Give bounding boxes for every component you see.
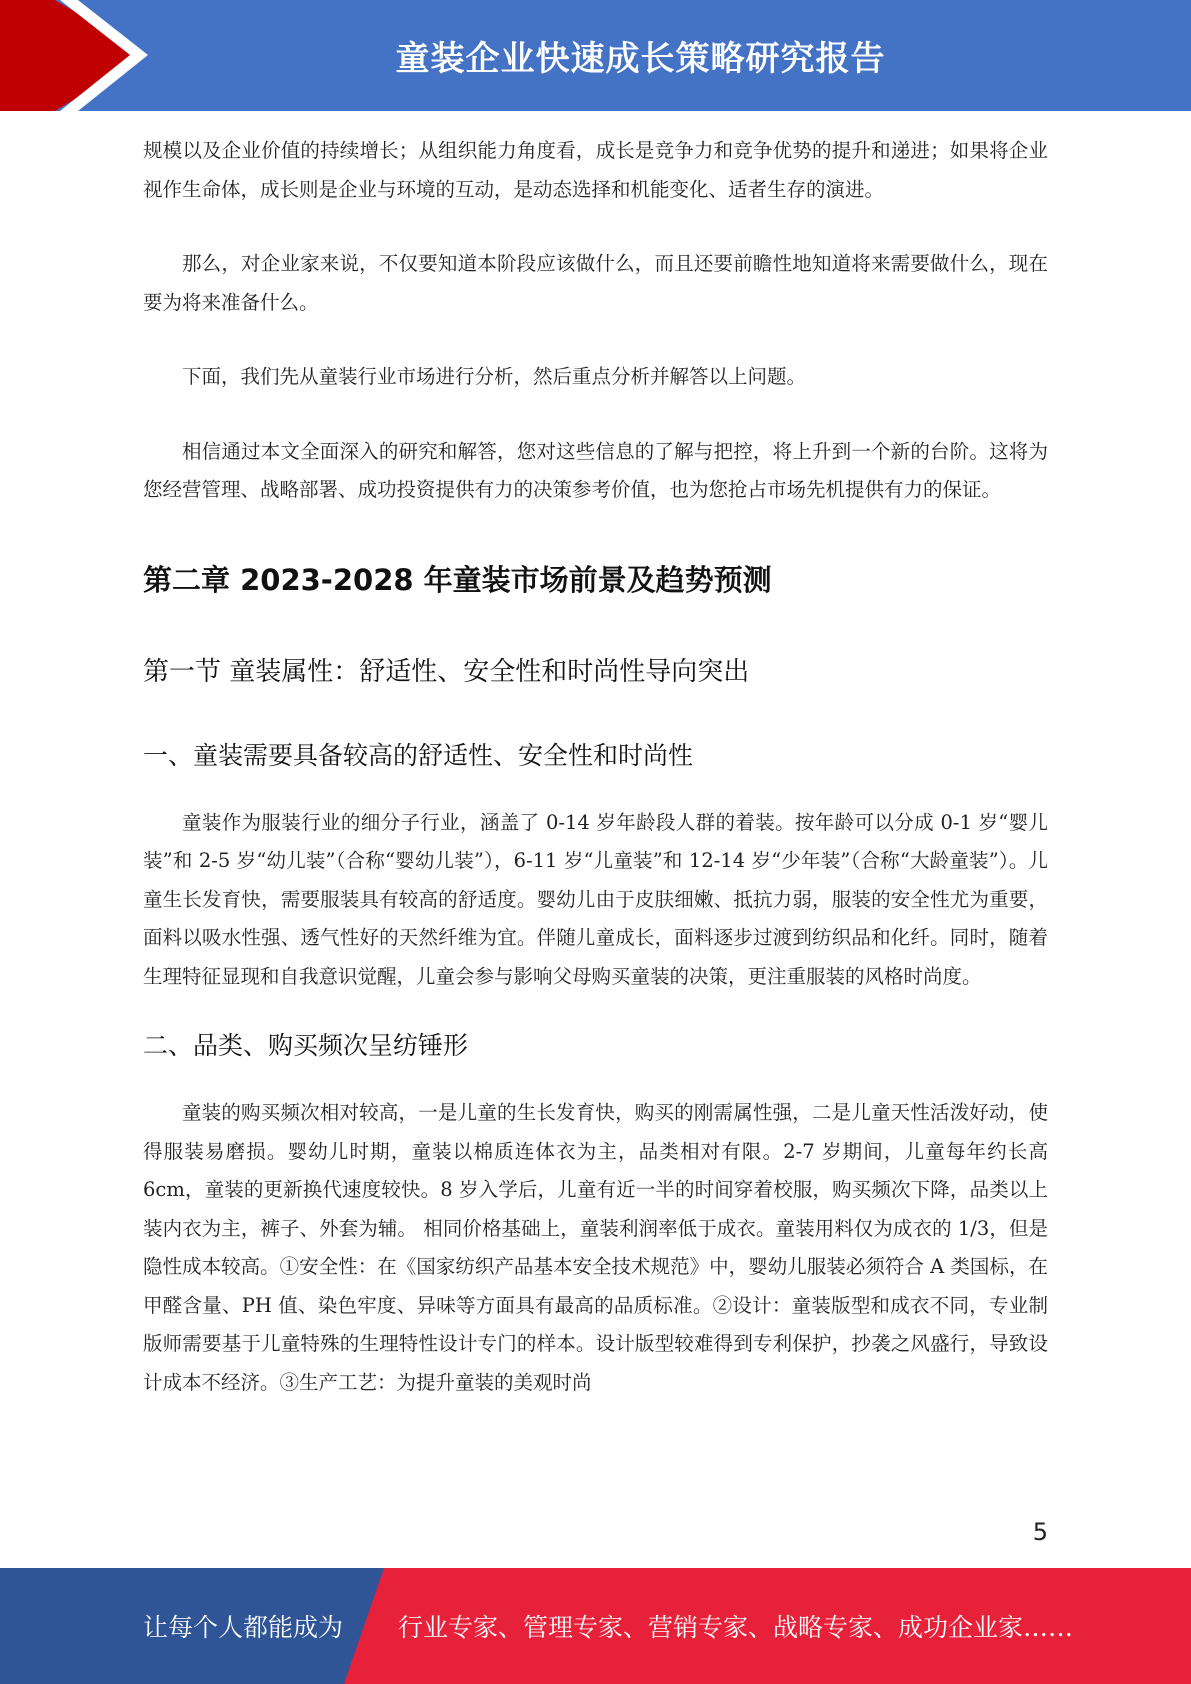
subsection-heading-1: 一、童装需要具备较高的舒适性、安全性和时尚性	[143, 740, 694, 770]
subsection-heading-2: 二、品类、购买频次呈纺锤形	[143, 1031, 469, 1060]
intro-paragraph-2: 那么，对企业家来说，不仅要知道本阶段应该做什么，而且还要前瞻性地知道将来需要做什么，现在要为将来准备什么。	[143, 252, 1048, 314]
page-footer	[0, 1568, 1191, 1684]
subsection-paragraph-1: 童装作为服装行业的细分子行业，涵盖了 0-14 岁年龄段人群的着装。按年龄可以分成 0-1 岁“婴儿装”和 2-5 岁“幼儿装”（合称“婴幼儿装”），6-11 岁“儿童装”和 12-14 岁“少年装”（合称“大龄童装”）。儿童生长发育快，需要服装具有较高的舒适度。婴幼儿由于皮肤细嫩、抵抗力弱，服装的安全性尤为重要，面料以吸水性强、透气性好的天然纤维为宜。伴随儿童成长，面料逐步过渡到纺织品和化纤。同时，随着生理特征显现和自我意识觉醒，儿童会参与影响父母购买童装的决策，更注重服装的风格时尚度。	[143, 810, 1048, 988]
page-number: 5	[1032, 1518, 1048, 1546]
intro-paragraph-4: 相信通过本文全面深入的研究和解答，您对这些信息的了解与把控，将上升到一个新的台阶。这将为您经营管理、战略部署、成功投资提供有力的决策参考价值，也为您抢占市场先机提供有力的保证。	[143, 439, 1048, 501]
page-header	[0, 0, 1191, 111]
footer-slogan-right: 行业专家、管理专家、营销专家、战略专家、成功企业家……	[398, 1613, 1074, 1642]
intro-paragraph-1: 规模以及企业价值的持续增长；从组织能力角度看，成长是竞争力和竞争优势的提升和递进；如果将企业视作生命体，成长则是企业与环境的互动，是动态选择和机能变化、适者生存的演进。	[143, 139, 1048, 201]
subsection-paragraph-2: 童装的购买频次相对较高，一是儿童的生长发育快，购买的刚需属性强，二是儿童天性活泼好动，使得服装易磨损。婴幼儿时期，童装以棉质连体衣为主，品类相对有限。2-7 岁期间，儿童每年约长高 6cm，童装的更新换代速度较快。8 岁入学后，儿童有近一半的时间穿着校服，购买频次下降，品类以上装内衣为主，裤子、外套为辅。 相同价格基础上，童装利润率低于成衣。童装用料仅为成衣的 1/3，但是隐性成本较高。①安全性：在《国家纺织产品基本安全技术规范》中，婴幼儿服装必须符合 A 类国标，在甲醛含量、PH 值、染色牢度、异味等方面具有最高的品质标准。②设计：童装版型和成衣不同，专业制版师需要基于儿童特殊的生理特性设计专门的样本。设计版型较难得到专利保护，抄袭之风盛行，导致设计成本不经济。③生产工艺：为提升童装的美观时尚	[143, 1101, 1048, 1394]
intro-paragraph-3: 下面，我们先从童装行业市场进行分析，然后重点分析并解答以上问题。	[182, 365, 807, 388]
chapter-heading: 第二章 2023-2028 年童装市场前景及趋势预测	[143, 562, 772, 597]
section-heading: 第一节 童装属性：舒适性、安全性和时尚性导向突出	[143, 656, 750, 687]
footer-slogan-left: 让每个人都能成为	[143, 1613, 344, 1642]
report-title: 童装企业快速成长策略研究报告	[395, 39, 886, 79]
document-body	[143, 132, 1048, 1402]
